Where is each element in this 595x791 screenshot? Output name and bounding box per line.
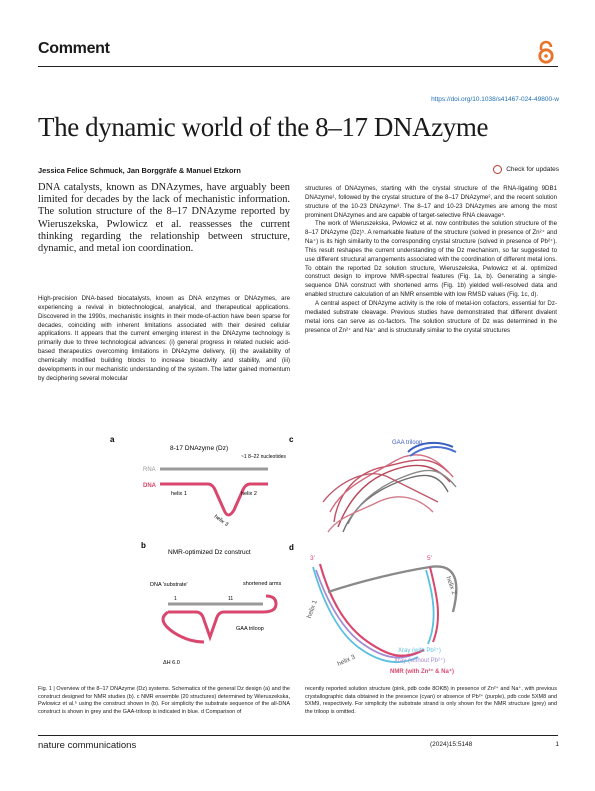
dh-label: ΔH 6.0: [163, 660, 180, 666]
nt-number-1: 1: [174, 596, 177, 602]
d-3prime-label: 3': [310, 555, 315, 562]
doi-link[interactable]: https://doi.org/10.1038/s41467-024-49800-w: [431, 96, 559, 103]
open-access-icon[interactable]: [535, 40, 557, 64]
body-paragraph: High-precision DNA-based biocatalysts, known as DNA enzymes or DNAzymes, are experiencing a revival in biotechnological, analytical, and therapeutical applications. Discovered in the 1990s, mechanistic insights in their mode-of-action have been sparse for decades, coinciding with inherent limitations associated with their desired cellular applications. It appears that the current emerging interest in the DNAzyme technology is primarily due to three technological advances: (i) general progress in related nucleic acid-based therapeutics overcoming limitations in DNAzyme delivery, (ii) the availability of chemically modified building blocks to increase bioactivity and stability, and (iii) developments in our mechanistic understanding of the system. The latter gained momentum by deciphering several molecular: [38, 295, 290, 382]
triloop-label: GAA triloop: [236, 626, 264, 632]
dna-label: DNA: [143, 483, 156, 489]
legend-xray-pb: Xray (with Pb²⁺): [398, 648, 441, 654]
figure-caption-left: Fig. 1 | Overview of the 8–17 DNAzyme (Dz) systems. Schematics of the general Dz design (a) and the construct designed for NMR studies (b). c NMR ensemble (20 structures) determined by Wieruszekska, Pwlowicz et al.⁵ using the construct shown in (b). For simplicity the substrate sequence of the all-DNA construct is shown in grey and the GAA-triloop is indicated in blue. d Comparison of: [38, 686, 290, 715]
article-title: The dynamic world of the 8–17 DNAzyme: [38, 112, 489, 142]
helix1-label: helix 1: [171, 491, 187, 497]
panel-b-title: NMR-optimized Dz construct: [168, 549, 251, 556]
legend-nmr: NMR (with Zn²⁺ & Na⁺): [390, 669, 454, 675]
check-for-updates-button[interactable]: [493, 165, 559, 174]
helix3-label: helix 3: [212, 513, 230, 528]
d-helix2-label: helix 2: [444, 575, 458, 596]
panel-c-label: c: [289, 435, 294, 444]
body-paragraph: The work of Wieruszekska, Pwlowicz et al. now contributes the solution structure of the 8–17 DNAzyme (Dz)⁵. A remarkable feature of the structure (solved in presence of Zn²⁺ and Na⁺) is its high similarity to the corresponding crystal structure (solved in presence of Pb²⁺). This result reshapes the current understanding of the Dz mechanism, so far suggested to use different structural arrangements associated with the coordination of different metal ions. To obtain the reported Dz solution structure, Wieruszekska, Pwlowicz et al. optimized construct design to improve NMR-spectral features (Fig. 1a, b). Generating a single-sequence DNA construct with shortened arms (Fig. 1b) yielded well-resolved data and enabled structure calculation of an NMR ensemble with low RMSD values (Fig. 1c, d).: [305, 220, 557, 299]
legend-xray-no-pb: Xray (without Pb²⁺): [394, 658, 446, 664]
check-updates-icon: [493, 165, 502, 174]
body-left-column: [38, 295, 290, 383]
standfirst: DNA catalysts, known as DNAzymes, have arguably been limited for decades by the lack of mechanistic information. The solution structure of the 8–17 DNAzyme reported by Wieruszekska, Pwlowicz et al. reassesses the current thinking regarding the relationship between structure, dynamic, and metal ion coordination.: [38, 182, 290, 255]
helix2-label: helix 2: [241, 491, 257, 497]
d-helix3-label: helix 3: [336, 653, 357, 668]
nt-number-11: 11: [228, 596, 234, 602]
check-updates-label: Check for updates: [506, 166, 559, 173]
panel-a-label: a: [110, 435, 115, 444]
figure-1: [38, 432, 558, 682]
dz-lower-loop: [163, 612, 204, 642]
header-rule: [38, 66, 558, 67]
page-number: 1: [555, 741, 559, 748]
author-list: Jessica Felice Schmuck, Jan Borggräfe & Manuel Etzkorn: [38, 166, 241, 175]
nmr-ensemble: [323, 443, 456, 532]
panel-a-title: 8-17 DNAzyme (Dz): [170, 445, 229, 452]
body-paragraph: A central aspect of DNAzyme activity is the role of metal-ion cofactors, essential for Dz-mediated substrate cleavage. Previous studies have demonstrated that different divalent metal ions can serve as co-factors. The solution structure of Dz was determined in the presence of Zn²⁺ and Na⁺ and is structurally similar to the crystal structures: [305, 299, 557, 334]
d-5prime-label: 5': [427, 555, 432, 562]
rna-label: RNA: [143, 467, 156, 473]
c-triloop-label: GAA triloop: [392, 440, 423, 446]
journal-name: nature communications: [38, 740, 137, 751]
figure-caption-right: recently reported solution structure (pink, pdb code 8OKB) in presence of Zn²⁺ and Na⁺, with previous crystallographic data obtained in the presence (cyan) or absence of Pb²⁺ (purple), pdb code 5XM8 and 5XM9, respectively. For simplicity the substrate strand is only shown for the NMR structure (grey) and the triloop is omitted.: [305, 686, 557, 715]
citation: (2024)15:5148: [430, 741, 473, 748]
substrate-label: DNA 'substrate': [150, 582, 188, 588]
panel-b-label: b: [141, 541, 146, 550]
body-paragraph: structures of DNAzymes, starting with the crystal structure of the RNA-ligating 9DB1 DNAzyme¹, followed by the crystal structure of the 8–17 DNAzyme², and the recent solution structure of the 10-23 DNAzyme³. The 8–17 and 10-23 DNAzymes are among the most prominent DNAzymes and are capable of target-selective RNA cleavage⁴.: [305, 185, 557, 219]
panel-a-nt-label: ~1 8–22 nucleotides: [241, 454, 286, 460]
section-label: Comment: [38, 40, 110, 57]
dna-strand: [160, 484, 268, 515]
panel-d-label: d: [289, 543, 294, 552]
short-arms-label: shortened arms: [243, 581, 282, 587]
d-helix1-label: helix 1: [305, 599, 319, 620]
body-right-column: [305, 185, 557, 335]
footer-rule: [38, 735, 558, 736]
